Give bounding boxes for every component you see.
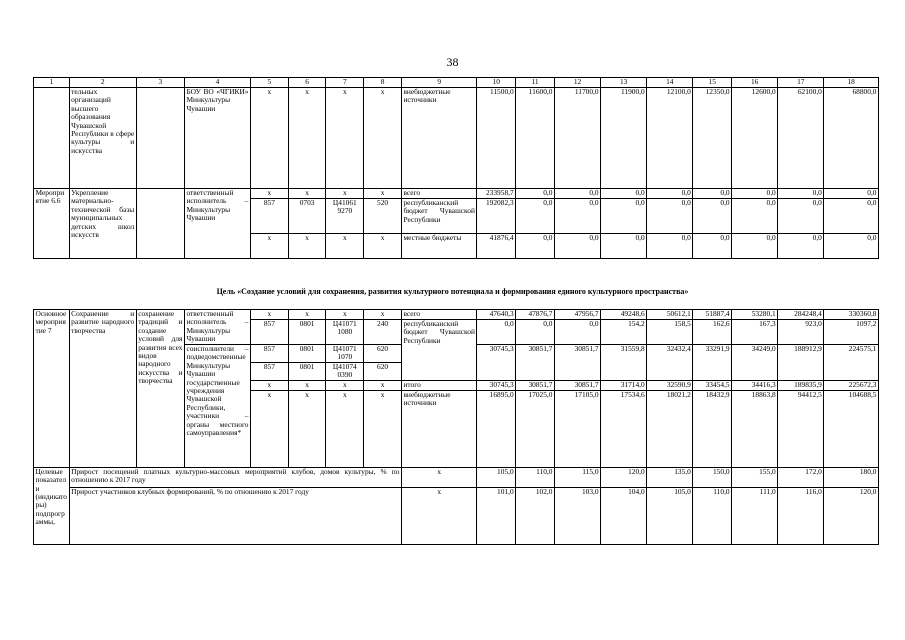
- table-row: [34, 467, 879, 487]
- cell-code: x: [326, 310, 364, 320]
- cell-value: 0,0: [647, 189, 693, 199]
- cell-code: x: [326, 189, 364, 199]
- cell-value: 47956,7: [554, 310, 600, 320]
- cell-value: 11500,0: [477, 88, 516, 189]
- cell-value: 41876,4: [477, 234, 516, 259]
- cell-code: x: [288, 380, 326, 390]
- cell-indicator-text: Прирост участников клубных формирований, % по отношению к 2017 году: [69, 487, 401, 544]
- cell-coexecutors: соисполнители – подведомственные Минкультуры Чувашии государственные учреждения Чувашской Республики, участники – органы местного самоуправления*: [184, 345, 250, 468]
- cell-source: всего: [401, 310, 476, 320]
- cell-value: 155,0: [732, 467, 778, 487]
- cell-value: 31559,8: [601, 345, 647, 381]
- column-number: 11: [516, 78, 555, 88]
- cell-value: 94412,5: [778, 390, 824, 467]
- section-title: Цель «Создание условий для сохранения, развития культурного потенциала и формирования единого культурного пространства»: [216, 287, 689, 296]
- cell-value: 18021,2: [647, 390, 693, 467]
- cell-value: 224575,1: [824, 345, 879, 381]
- cell-value: 18432,9: [693, 390, 732, 467]
- cell-code: 857: [251, 345, 289, 363]
- cell-value: 30851,7: [516, 345, 555, 381]
- cell-value: 111,0: [732, 487, 778, 544]
- cell-value: 0,0: [516, 234, 555, 259]
- cell-code: x: [364, 189, 402, 199]
- cell-value: 0,0: [516, 189, 555, 199]
- cell-value: 0,0: [601, 199, 647, 234]
- cell-code: x: [326, 88, 364, 189]
- cell-value: 158,5: [647, 320, 693, 345]
- cell-code: x: [326, 380, 364, 390]
- cell-value: 105,0: [477, 467, 516, 487]
- cell-value: 0,0: [601, 189, 647, 199]
- cell-code: x: [401, 467, 476, 487]
- cell-value: 172,0: [778, 467, 824, 487]
- cell-value: 0,0: [732, 234, 778, 259]
- cell-value: 225672,3: [824, 380, 879, 390]
- cell-code: 620: [364, 362, 402, 380]
- cell-source: местные бюджеты: [401, 234, 476, 259]
- cell-code: 857: [251, 362, 289, 380]
- cell-value: 120,0: [601, 467, 647, 487]
- cell-code: x: [288, 234, 326, 259]
- cell-value: 104688,5: [824, 390, 879, 467]
- table-row: [34, 487, 879, 544]
- cell-value: 162,6: [693, 320, 732, 345]
- cell-value: 0,0: [824, 199, 879, 234]
- cell-source: внебюджетные источники: [401, 390, 476, 467]
- cell-value: 34416,3: [732, 380, 778, 390]
- cell-indicator-text: Прирост посещений платных культурно-массовых мероприятий клубов, домов культуры, % по отношению к 2017 году: [69, 467, 401, 487]
- cell-value: 0,0: [601, 234, 647, 259]
- cell-value: 120,0: [824, 487, 879, 544]
- column-number: 10: [477, 78, 516, 88]
- column-number: 4: [184, 78, 250, 88]
- cell-source: республиканский бюджет Чувашской Республики: [401, 199, 476, 234]
- cell-code: x: [251, 390, 289, 467]
- cell-goal: [136, 189, 184, 259]
- cell-code: 857: [251, 320, 289, 345]
- column-number: 9: [401, 78, 476, 88]
- cell-value: 17534,6: [601, 390, 647, 467]
- cell-value: 188912,9: [778, 345, 824, 381]
- cell-code: x: [364, 234, 402, 259]
- cell-value: 16895,0: [477, 390, 516, 467]
- cell-code: x: [251, 380, 289, 390]
- cell-code: x: [326, 390, 364, 467]
- cell-measure: Мероприятие 6.6: [34, 189, 70, 259]
- cell-executor: ответственный исполнитель – Минкультуры Чувашии: [184, 189, 250, 259]
- cell-value: 923,0: [778, 320, 824, 345]
- cell-goal: [136, 88, 184, 189]
- cell-value: 284248,4: [778, 310, 824, 320]
- cell-value: 0,0: [824, 234, 879, 259]
- cell-value: 12100,0: [647, 88, 693, 189]
- cell-value: 18863,8: [732, 390, 778, 467]
- program-table-bottom: [33, 309, 879, 545]
- cell-value: 0,0: [778, 189, 824, 199]
- cell-executor: ответственный исполнитель – Минкультуры Чувашии: [186, 309, 249, 344]
- cell-value: 11900,0: [601, 88, 647, 189]
- cell-value: 33454,5: [693, 380, 732, 390]
- cell-value: 30745,3: [477, 380, 516, 390]
- cell-value: 192082,3: [477, 199, 516, 234]
- cell-value: 233958,7: [477, 189, 516, 199]
- cell-measure-name: Сохранение и развитие народного творчества: [69, 310, 136, 468]
- cell-value: 0,0: [554, 234, 600, 259]
- cell-measure-name: тельных организаций высшего образования Чувашской Республики в сфере культуры и искусства: [69, 88, 136, 189]
- cell-value: 0,0: [554, 320, 600, 345]
- cell-value: 49248,6: [601, 310, 647, 320]
- cell-value: 0,0: [554, 199, 600, 234]
- cell-value: 30851,7: [554, 380, 600, 390]
- cell-code: 520: [364, 199, 402, 234]
- cell-code: x: [401, 487, 476, 544]
- cell-value: 30851,7: [554, 345, 600, 381]
- program-table-top: [33, 77, 879, 259]
- cell-value: 102,0: [516, 487, 555, 544]
- column-number: 14: [647, 78, 693, 88]
- cell-code: x: [251, 310, 289, 320]
- cell-value: 167,3: [732, 320, 778, 345]
- cell-value: 135,0: [647, 467, 693, 487]
- cell-value: 17105,0: [554, 390, 600, 467]
- cell-source: внебюджетные источники: [401, 88, 476, 189]
- cell-code: x: [288, 310, 326, 320]
- cell-code: x: [288, 189, 326, 199]
- cell-value: 32432,4: [647, 345, 693, 381]
- cell-executor: БОУ ВО «ЧГИКИ» Минкультуры Чувашии: [184, 88, 250, 189]
- cell-value: 0,0: [554, 189, 600, 199]
- cell-value: 104,0: [601, 487, 647, 544]
- cell-value: 110,0: [516, 467, 555, 487]
- cell-code: x: [326, 234, 364, 259]
- cell-code: 0801: [288, 320, 326, 345]
- cell-source: итого: [401, 380, 476, 390]
- cell-value: 0,0: [732, 189, 778, 199]
- cell-value: 0,0: [477, 320, 516, 345]
- cell-value: 189835,9: [778, 380, 824, 390]
- cell-code: Ц41071 1080: [326, 320, 364, 345]
- cell-measure-name: Укрепление материально-технической базы муниципальных детских школ искусств: [69, 189, 136, 259]
- cell-value: 50612,1: [647, 310, 693, 320]
- cell-value: 0,0: [516, 199, 555, 234]
- cell-goal: сохранение традиций и создание условий для развития всех видов народного искусства и творчества: [136, 310, 184, 468]
- cell-code: x: [288, 88, 326, 189]
- cell-code: 620: [364, 345, 402, 363]
- cell-value: 0,0: [693, 199, 732, 234]
- cell-value: 116,0: [778, 487, 824, 544]
- column-number: 6: [288, 78, 326, 88]
- cell-value: 0,0: [693, 234, 732, 259]
- cell-value: 47640,3: [477, 310, 516, 320]
- cell-code: Ц41074 0390: [326, 362, 364, 380]
- cell-value: 103,0: [554, 487, 600, 544]
- cell-value: 330360,8: [824, 310, 879, 320]
- cell-value: 33291,9: [693, 345, 732, 381]
- column-number: 12: [554, 78, 600, 88]
- cell-code: 857: [251, 199, 289, 234]
- cell-code: x: [364, 390, 402, 467]
- cell-value: 11600,0: [516, 88, 555, 189]
- cell-code: 0801: [288, 362, 326, 380]
- column-number: 16: [732, 78, 778, 88]
- cell-value: 0,0: [824, 189, 879, 199]
- cell-value: 17025,0: [516, 390, 555, 467]
- cell-code: x: [251, 189, 289, 199]
- cell-value: 68800,0: [824, 88, 879, 189]
- cell-value: 0,0: [778, 199, 824, 234]
- cell-value: 0,0: [732, 199, 778, 234]
- cell-measure: Основное мероприятие 7: [34, 310, 70, 468]
- column-number: 2: [69, 78, 136, 88]
- cell-value: 30851,7: [516, 380, 555, 390]
- cell-value: 115,0: [554, 467, 600, 487]
- column-number: 5: [251, 78, 289, 88]
- cell-value: 180,0: [824, 467, 879, 487]
- cell-code: 0703: [288, 199, 326, 234]
- cell-value: 34249,0: [732, 345, 778, 381]
- cell-value: 0,0: [647, 199, 693, 234]
- cell-value: 53280,1: [732, 310, 778, 320]
- cell-value: 51887,4: [693, 310, 732, 320]
- cell-code: x: [288, 390, 326, 467]
- cell-value: 154,2: [601, 320, 647, 345]
- cell-value: 30745,3: [477, 345, 516, 381]
- cell-value: 12600,0: [732, 88, 778, 189]
- cell-value: 32590,9: [647, 380, 693, 390]
- cell-value: 11700,0: [554, 88, 600, 189]
- cell-source: всего: [401, 189, 476, 199]
- cell-source: республиканский бюджет Чувашской Республики: [401, 320, 476, 381]
- cell-value: 105,0: [647, 487, 693, 544]
- cell-code: x: [251, 234, 289, 259]
- cell-code: 240: [364, 320, 402, 345]
- cell-value: 12350,0: [693, 88, 732, 189]
- cell-code: x: [364, 380, 402, 390]
- table-row: [34, 310, 879, 320]
- page-number: 38: [446, 55, 459, 69]
- cell-code: x: [364, 88, 402, 189]
- cell-measure: [34, 88, 70, 189]
- cell-value: 110,0: [693, 487, 732, 544]
- column-number: 15: [693, 78, 732, 88]
- cell-value: 101,0: [477, 487, 516, 544]
- table-row: [34, 189, 879, 199]
- column-number-row: [34, 78, 879, 88]
- column-number: 8: [364, 78, 402, 88]
- column-number: 13: [601, 78, 647, 88]
- table-row: [34, 88, 879, 189]
- cell-value: 31714,0: [601, 380, 647, 390]
- cell-value: 62100,0: [778, 88, 824, 189]
- cell-value: 0,0: [778, 234, 824, 259]
- cell-value: 1097,2: [824, 320, 879, 345]
- cell-value: 47876,7: [516, 310, 555, 320]
- column-number: 1: [34, 78, 70, 88]
- cell-code: 0801: [288, 345, 326, 363]
- cell-value: 150,0: [693, 467, 732, 487]
- cell-code: x: [251, 88, 289, 189]
- cell-code: Ц41071 1070: [326, 345, 364, 363]
- column-number: 18: [824, 78, 879, 88]
- cell-value: 0,0: [516, 320, 555, 345]
- column-number: 17: [778, 78, 824, 88]
- cell-code: Ц41061 9270: [326, 199, 364, 234]
- cell-indicators-label: Целевые показатели (индикаторы) подпрограммы,: [34, 467, 70, 544]
- cell-code: x: [364, 310, 402, 320]
- column-number: 3: [136, 78, 184, 88]
- cell-value: 0,0: [693, 189, 732, 199]
- cell-value: 0,0: [647, 234, 693, 259]
- column-number: 7: [326, 78, 364, 88]
